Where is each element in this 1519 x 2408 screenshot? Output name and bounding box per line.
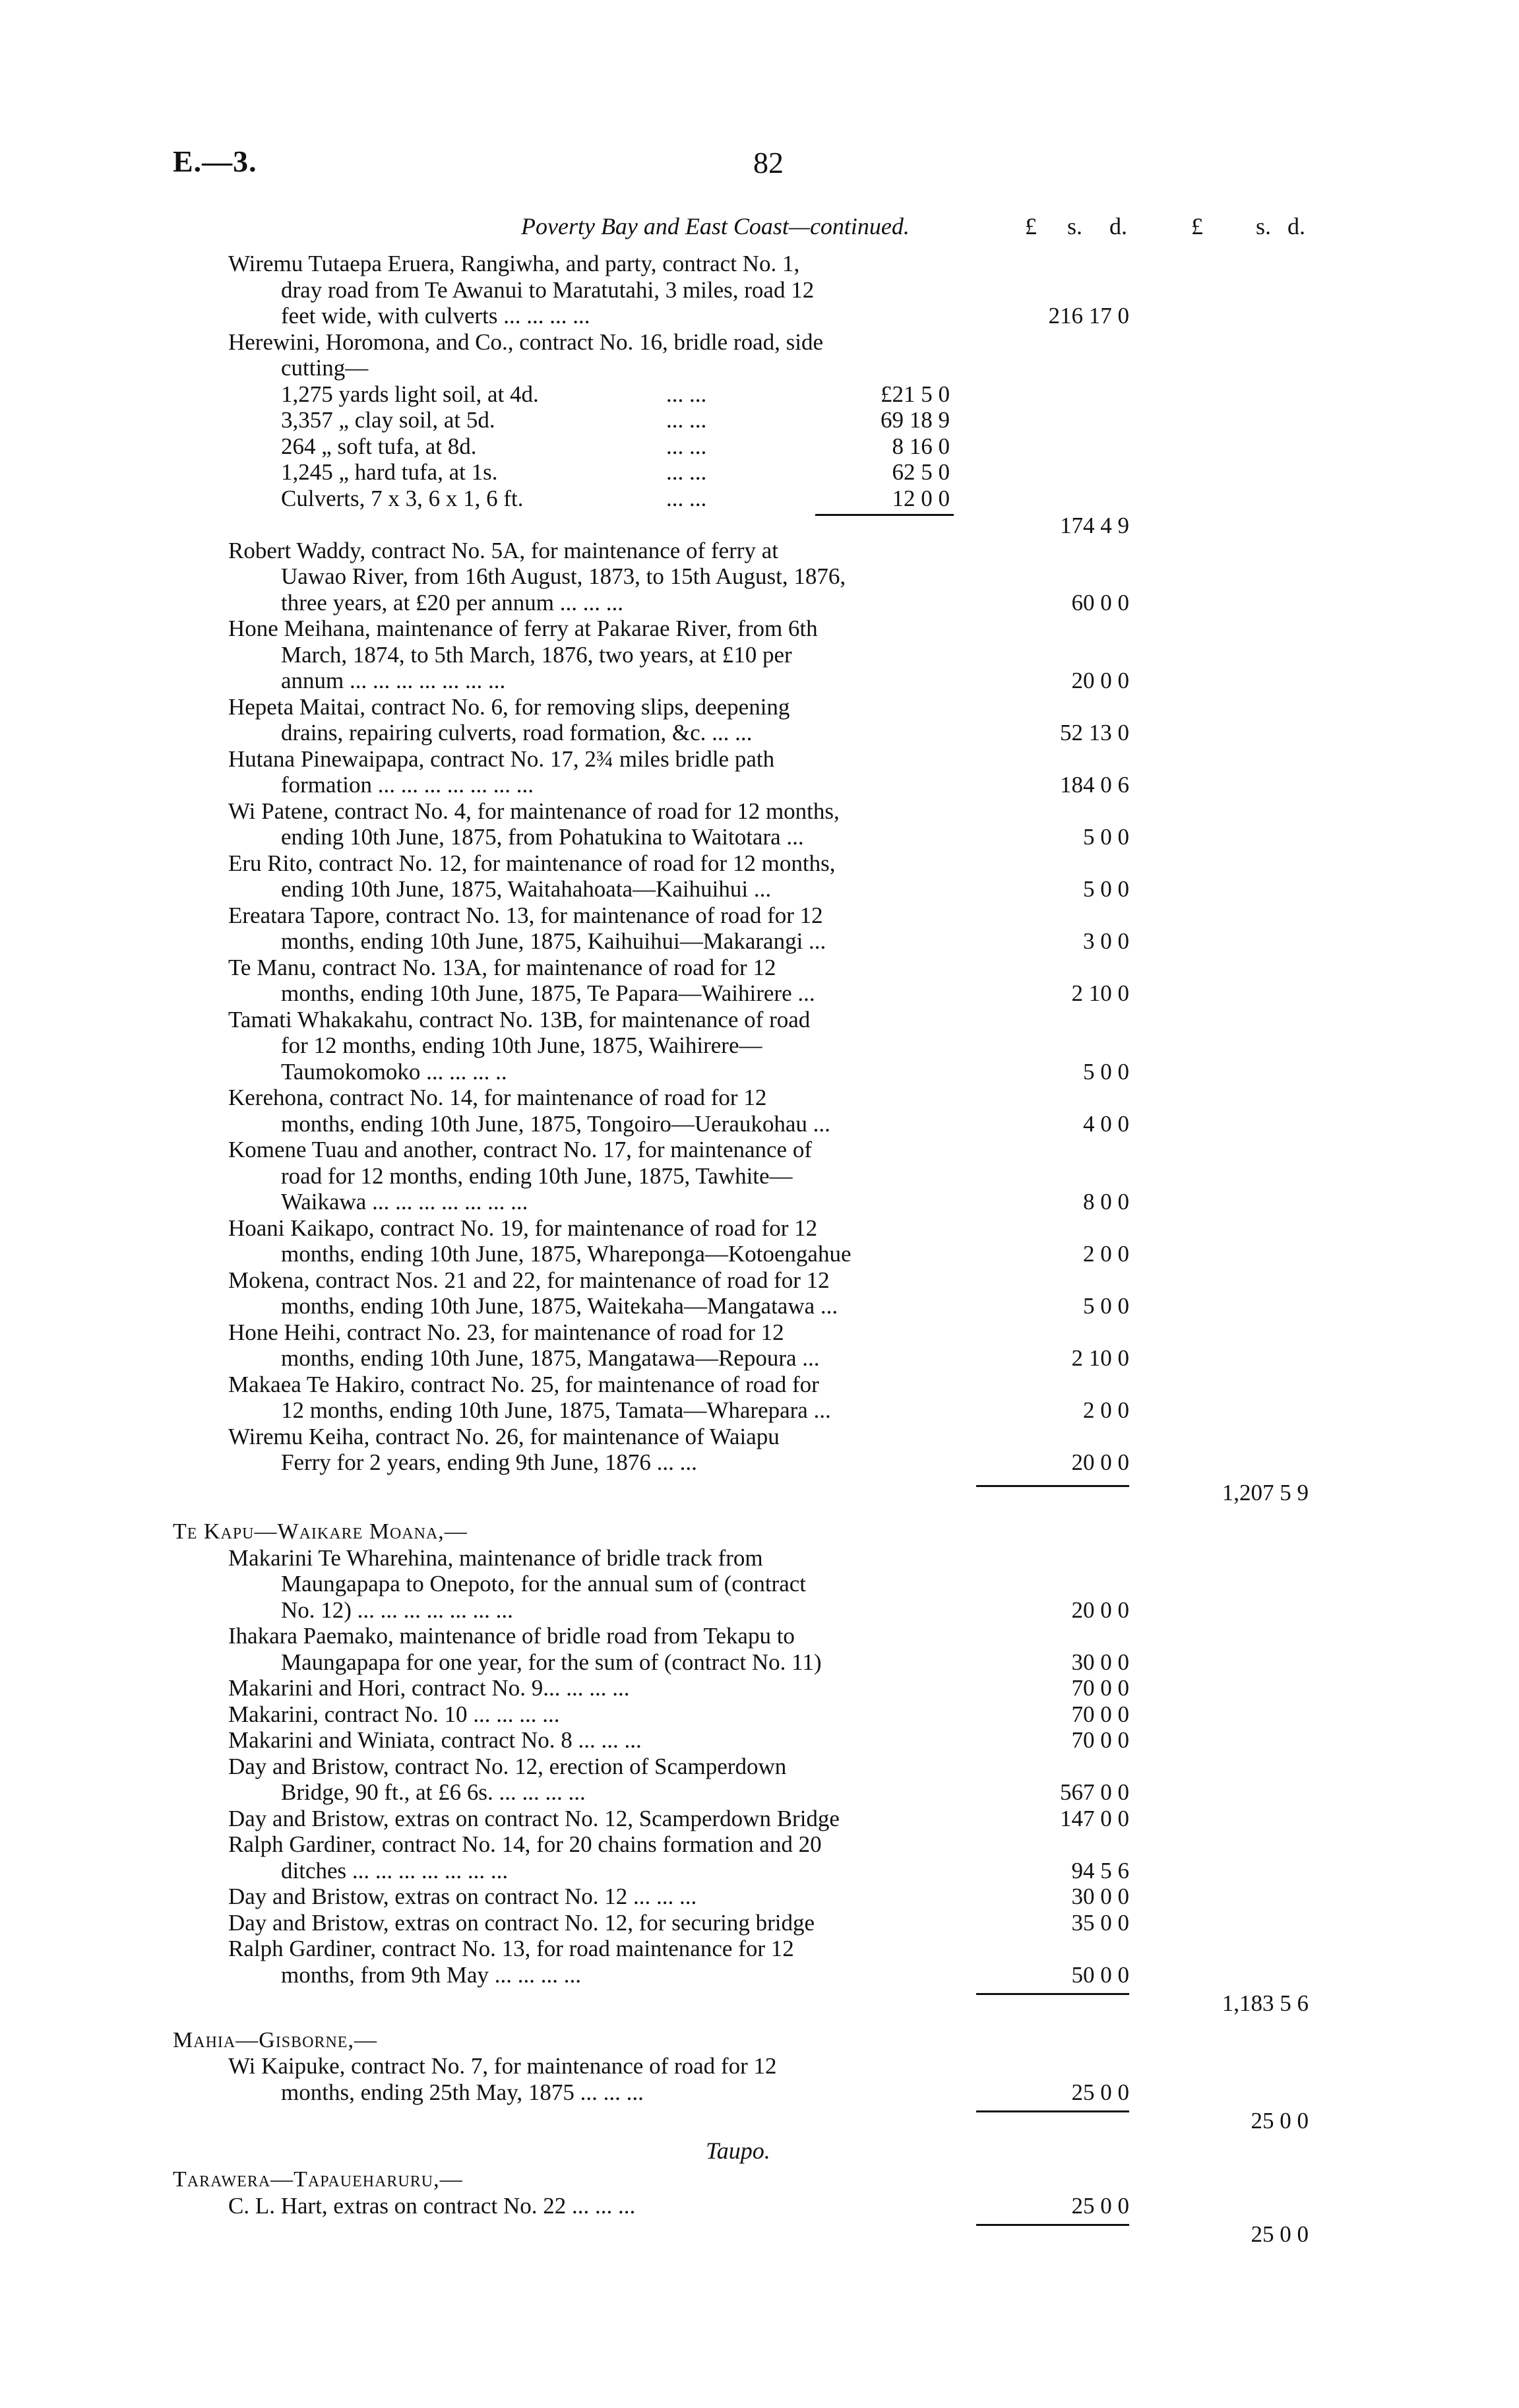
ledger-entry-line: feet wide, with culverts ... ... ... ... — [281, 303, 590, 329]
column-header-shillings: s. — [1067, 213, 1083, 239]
mahia-total: 25 0 0 — [1251, 2108, 1309, 2134]
ledger-entry-line: months, ending 10th June, 1875, Waitekaha—Mangatawa ... — [281, 1293, 838, 1319]
ledger-entry-line: Eru Rito, contract No. 12, for maintenance of road for 12 months, — [228, 850, 836, 876]
ledger-entry-line: Ferry for 2 years, ending 9th June, 1876 ... ... — [281, 1449, 697, 1475]
cutting-amount: 62 5 0 — [892, 459, 950, 485]
te-kapu-entry-amount: 70 0 0 — [1071, 1727, 1129, 1753]
te-kapu-entry-line: months, from 9th May ... ... ... ... — [281, 1961, 581, 1988]
te-kapu-entry-amount: 20 0 0 — [1071, 1597, 1129, 1623]
ledger-entry-line: Hone Meihana, maintenance of ferry at Pakarae River, from 6th — [228, 616, 818, 641]
te-kapu-entry-amount: 35 0 0 — [1071, 1909, 1129, 1936]
te-kapu-entry-amount: 70 0 0 — [1071, 1701, 1129, 1727]
ledger-entry-line: 12 months, ending 10th June, 1875, Tamata—Wharepara ... — [281, 1397, 831, 1423]
cutting-amount: £21 5 0 — [881, 381, 950, 407]
ledger-entry-line: months, ending 10th June, 1875, Kaihuihui—Makarangi ... — [281, 928, 826, 954]
cutting-total: 174 4 9 — [1060, 513, 1129, 538]
te-kapu-entry-amount: 70 0 0 — [1071, 1675, 1129, 1701]
ledger-entry-line: Herewini, Horomona, and Co., contract No. 16, bridle road, side — [228, 329, 823, 355]
te-kapu-total-rule — [976, 1993, 1129, 1995]
column-header-shillings-total: s. — [1256, 213, 1272, 239]
document-reference: E.—3. — [173, 144, 257, 178]
ledger-entry-line: for 12 months, ending 10th June, 1875, Waihirere— — [281, 1032, 762, 1058]
ledger-entry-line: March, 1874, to 5th March, 1876, two years, at £10 per — [281, 641, 792, 668]
te-kapu-entry-amount: 30 0 0 — [1071, 1884, 1129, 1909]
ledger-entry-line: formation ... ... ... ... ... ... ... — [281, 772, 534, 798]
ledger-entry-line: cutting— — [281, 355, 369, 381]
te-kapu-total: 1,183 5 6 — [1222, 1990, 1309, 2016]
cutting-item: 264 „ soft tufa, at 8d. — [281, 433, 477, 459]
te-kapu-entry-line: No. 12) ... ... ... ... ... ... ... — [281, 1597, 513, 1623]
ledger-entry-line: Hutana Pinewaipapa, contract No. 17, 2¾ miles bridle path — [228, 745, 775, 772]
ledger-entry-line: Komene Tuau and another, contract No. 17, for maintenance of — [228, 1137, 812, 1162]
column-header-pounds: £ — [1025, 213, 1037, 239]
te-kapu-entry-line: Bridge, 90 ft., at £6 6s. ... ... ... ... — [281, 1779, 586, 1805]
column-header-pence: d. — [1109, 213, 1127, 239]
ledger-entry-amount: 2 10 0 — [1071, 980, 1129, 1006]
ledger-entry-line: Taumokomoko ... ... ... .. — [281, 1058, 507, 1085]
ledger-entry-line: Kerehona, contract No. 14, for maintenance of road for 12 — [228, 1085, 767, 1110]
mahia-entry-line: months, ending 25th May, 1875 ... ... ... — [281, 2079, 644, 2105]
te-kapu-entry-line: Ralph Gardiner, contract No. 13, for road maintenance for 12 — [228, 1936, 794, 1961]
ledger-entry-amount: 3 0 0 — [1083, 928, 1129, 954]
ledger-entry-line: Hepeta Maitai, contract No. 6, for removing slips, deepening — [228, 693, 790, 720]
ledger-entry-amount: 2 0 0 — [1083, 1397, 1129, 1423]
ledger-entry-amount: 5 0 0 — [1083, 824, 1129, 850]
ledger-entry-line: Ereatara Tapore, contract No. 13, for maintenance of road for 12 — [228, 902, 823, 928]
ledger-entry-amount: 20 0 0 — [1071, 668, 1129, 693]
cutting-item: 1,245 „ hard tufa, at 1s. — [281, 459, 498, 485]
te-kapu-entry-amount: 30 0 0 — [1071, 1649, 1129, 1675]
te-kapu-entry-line: Ihakara Paemako, maintenance of bridle road from Tekapu to — [228, 1623, 795, 1649]
tarawera-total: 25 0 0 — [1251, 2221, 1309, 2247]
cutting-dots: ... ... — [666, 459, 707, 485]
subsection-title: Taupo. — [706, 2137, 770, 2164]
te-kapu-entry-line: Makarini and Winiata, contract No. 8 ... ... ... — [228, 1727, 642, 1753]
ledger-entry-amount: 60 0 0 — [1071, 589, 1129, 616]
te-kapu-entry-line: Day and Bristow, extras on contract No. 12 ... ... ... — [228, 1884, 697, 1909]
column-header-pounds-total: £ — [1191, 213, 1203, 239]
cutting-dots: ... ... — [666, 433, 707, 459]
te-kapu-entry-line: ditches ... ... ... ... ... ... ... — [281, 1857, 509, 1884]
mahia-entry-line: Wi Kaipuke, contract No. 7, for maintenance of road for 12 — [228, 2053, 777, 2079]
ledger-entry-line: months, ending 10th June, 1875, Mangatawa—Repoura ... — [281, 1345, 820, 1371]
cutting-dots: ... ... — [666, 407, 707, 433]
te-kapu-heading: Te Kapu—Waikare Moana,— — [173, 1519, 468, 1544]
ledger-entry-line: annum ... ... ... ... ... ... ... — [281, 668, 506, 693]
ledger-entry-amount: 184 0 6 — [1060, 772, 1129, 798]
ledger-entry-line: drains, repairing culverts, road formation, &c. ... ... — [281, 720, 753, 745]
column-header-pence-total: d. — [1287, 213, 1305, 239]
cutting-dots: ... ... — [666, 381, 707, 407]
te-kapu-entry-line: Maungapapa to Onepoto, for the annual sum of (contract — [281, 1571, 806, 1597]
ledger-entry-amount: 2 0 0 — [1083, 1241, 1129, 1267]
tarawera-entry-line: C. L. Hart, extras on contract No. 22 ... ... ... — [228, 2192, 636, 2219]
ledger-entry-line: Mokena, contract Nos. 21 and 22, for maintenance of road for 12 — [228, 1267, 830, 1293]
te-kapu-entry-amount: 147 0 0 — [1060, 1805, 1129, 1831]
ledger-entry-line: ending 10th June, 1875, from Pohatukina to Waitotara ... — [281, 824, 804, 850]
mahia-entry-amount: 25 0 0 — [1071, 2079, 1129, 2105]
te-kapu-entry-line: Makarini and Hori, contract No. 9... ... ... ... — [228, 1675, 630, 1701]
section-total: 1,207 5 9 — [1222, 1479, 1309, 1505]
tarawera-entry-amount: 25 0 0 — [1071, 2192, 1129, 2219]
te-kapu-entry-line: Day and Bristow, contract No. 12, erection of Scamperdown — [228, 1753, 787, 1779]
ledger-entry-amount: 216 17 0 — [1048, 303, 1129, 329]
cutting-item: 3,357 „ clay soil, at 5d. — [281, 407, 495, 433]
ledger-entry-line: Wi Patene, contract No. 4, for maintenance of road for 12 months, — [228, 798, 840, 824]
ledger-entry-amount: 5 0 0 — [1083, 876, 1129, 902]
te-kapu-entry-amount: 567 0 0 — [1060, 1779, 1129, 1805]
ledger-entry-line: Wiremu Keiha, contract No. 26, for maintenance of Waiapu — [228, 1423, 780, 1449]
cutting-amount: 12 0 0 — [892, 485, 950, 511]
ledger-entry-amount: 52 13 0 — [1060, 720, 1129, 745]
ledger-entry-line: months, ending 10th June, 1875, Whareponga—Kotoengahue — [281, 1241, 852, 1267]
section-total-rule — [976, 1485, 1129, 1487]
tarawera-heading: Tarawera—Tapaueharuru,— — [173, 2167, 463, 2192]
te-kapu-entry-amount: 50 0 0 — [1071, 1961, 1129, 1988]
ledger-entry-line: Hoani Kaikapo, contract No. 19, for maintenance of road for 12 — [228, 1215, 818, 1241]
te-kapu-entry-line: Ralph Gardiner, contract No. 14, for 20 chains formation and 20 — [228, 1831, 822, 1857]
ledger-entry-amount: 2 10 0 — [1071, 1345, 1129, 1371]
ledger-entry-line: Waikawa ... ... ... ... ... ... ... — [281, 1189, 528, 1215]
tarawera-total-rule — [976, 2224, 1129, 2226]
ledger-entry-amount: 4 0 0 — [1083, 1110, 1129, 1137]
ledger-entry-line: Uawao River, from 16th August, 1873, to 15th August, 1876, — [281, 563, 846, 589]
cutting-amount: 69 18 9 — [881, 407, 950, 433]
te-kapu-entry-line: Day and Bristow, extras on contract No. 12, Scamperdown Bridge — [228, 1805, 840, 1831]
ledger-entry-line: Hone Heihi, contract No. 23, for maintenance of road for 12 — [228, 1319, 784, 1345]
te-kapu-entry-line: Makarini Te Wharehina, maintenance of bridle track from — [228, 1544, 763, 1571]
ledger-entry-line: months, ending 10th June, 1875, Tongoiro—Ueraukohau ... — [281, 1110, 830, 1137]
cutting-dots: ... ... — [666, 485, 707, 511]
cutting-item: Culverts, 7 x 3, 6 x 1, 6 ft. — [281, 485, 524, 511]
section-title: Poverty Bay and East Coast—continued. — [521, 213, 910, 239]
ledger-entry-line: Robert Waddy, contract No. 5A, for maintenance of ferry at — [228, 537, 778, 563]
ledger-entry-amount: 20 0 0 — [1071, 1449, 1129, 1475]
ledger-entry-amount: 5 0 0 — [1083, 1058, 1129, 1085]
ledger-entry-line: road for 12 months, ending 10th June, 1875, Tawhite— — [281, 1162, 793, 1189]
ledger-entry-line: Makaea Te Hakiro, contract No. 25, for maintenance of road for — [228, 1371, 819, 1397]
te-kapu-entry-line: Maungapapa for one year, for the sum of (contract No. 11) — [281, 1649, 822, 1675]
mahia-total-rule — [976, 2110, 1129, 2112]
te-kapu-entry-amount: 94 5 6 — [1071, 1857, 1129, 1884]
ledger-entry-line: dray road from Te Awanui to Maratutahi, 3 miles, road 12 — [281, 276, 815, 303]
ledger-entry-line: Te Manu, contract No. 13A, for maintenance of road for 12 — [228, 954, 776, 980]
mahia-heading: Mahia—Gisborne,— — [173, 2027, 377, 2052]
ledger-entry-line: Tamati Whakakahu, contract No. 13B, for maintenance of road — [228, 1006, 811, 1032]
ledger-entry-line: Wiremu Tutaepa Eruera, Rangiwha, and party, contract No. 1, — [228, 251, 800, 276]
ledger-entry-line: three years, at £20 per annum ... ... ... — [281, 589, 624, 616]
ledger-entry-line: months, ending 10th June, 1875, Te Papara—Waihirere ... — [281, 980, 815, 1006]
cutting-subtotal-rule — [815, 514, 954, 516]
cutting-amount: 8 16 0 — [892, 433, 950, 459]
page-number: 82 — [753, 146, 784, 179]
ledger-entry-amount: 8 0 0 — [1083, 1189, 1129, 1215]
cutting-item: 1,275 yards light soil, at 4d. — [281, 381, 539, 407]
te-kapu-entry-line: Makarini, contract No. 10 ... ... ... ... — [228, 1701, 560, 1727]
ledger-entry-line: ending 10th June, 1875, Waitahahoata—Kaihuihui ... — [281, 876, 772, 902]
te-kapu-entry-line: Day and Bristow, extras on contract No. 12, for securing bridge — [228, 1909, 815, 1936]
ledger-entry-amount: 5 0 0 — [1083, 1293, 1129, 1319]
